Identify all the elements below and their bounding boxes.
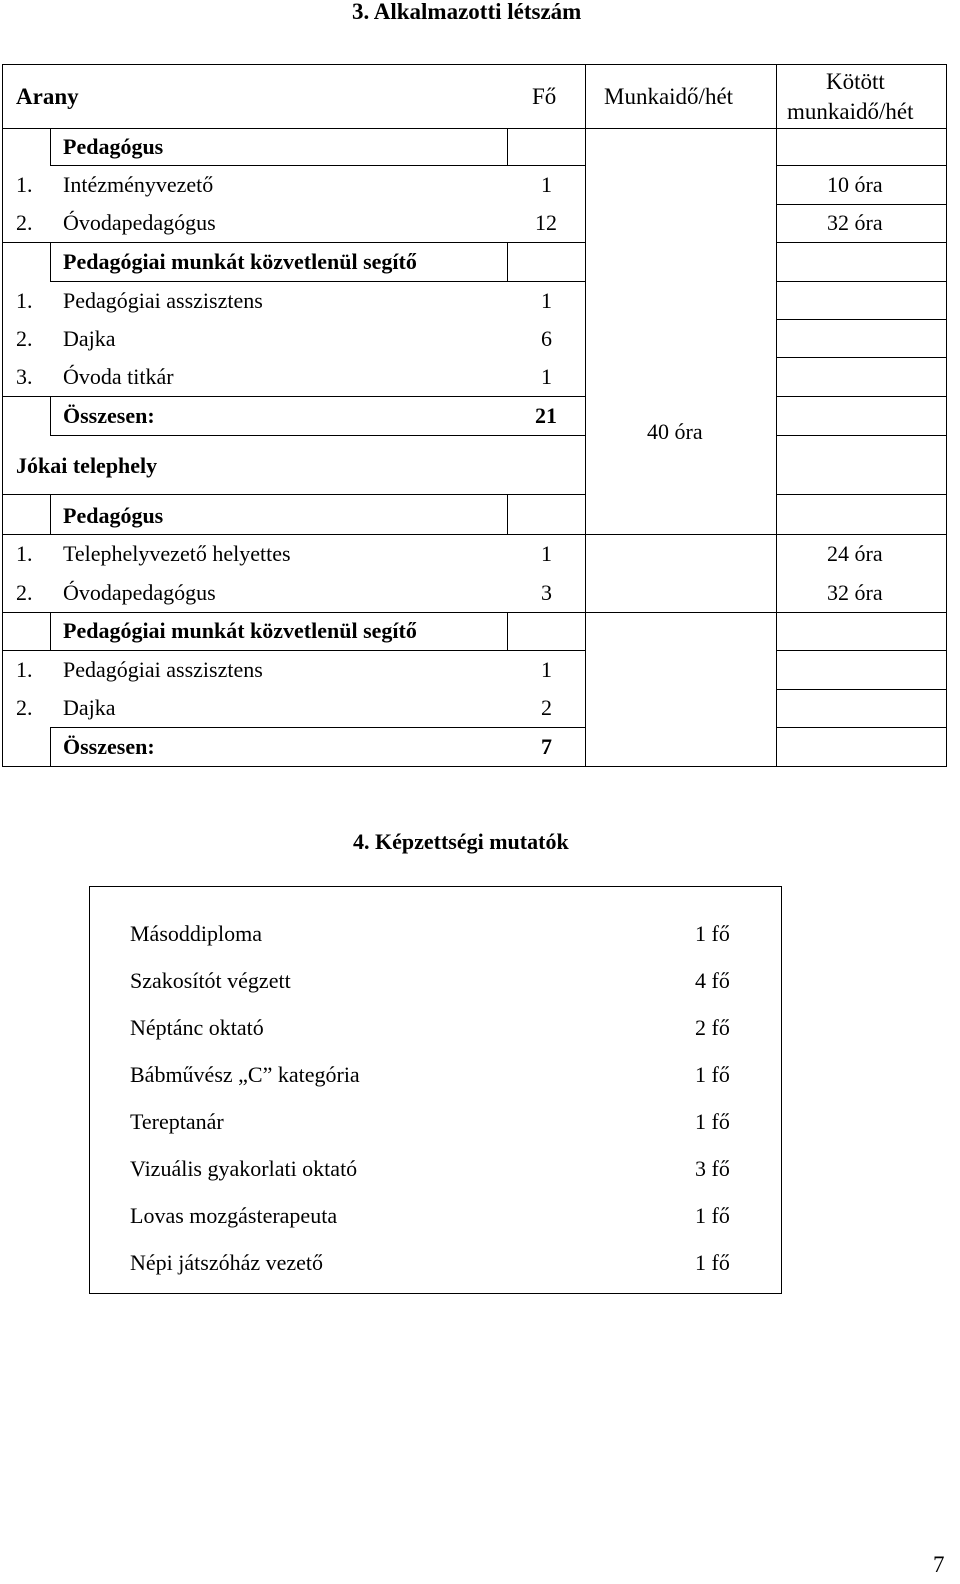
qual-label: Szakosítót végzett xyxy=(130,968,291,993)
row-number: 1. xyxy=(16,288,33,313)
qual-label: Tereptanár xyxy=(130,1109,224,1134)
row-number: 1. xyxy=(16,657,33,682)
row-label: Pedagógiai asszisztens xyxy=(63,657,263,682)
munkaido-value: 40 óra xyxy=(647,419,703,444)
row-fo: 1 xyxy=(541,541,552,566)
qual-value: 1 fő xyxy=(695,1062,730,1087)
page-number: 7 xyxy=(933,1552,945,1577)
row-label: Pedagógus xyxy=(63,503,164,528)
row-label: Pedagógus xyxy=(63,134,164,159)
header-fo: Fő xyxy=(532,84,557,109)
row-label: Intézményvezető xyxy=(63,172,214,197)
row-label: Pedagógiai munkát közvetlenül segítő xyxy=(63,249,417,274)
row-number: 1. xyxy=(16,541,33,566)
header-munkaido: Munkaidő/hét xyxy=(604,84,734,109)
row-fo: 12 xyxy=(535,210,557,235)
table-border-right xyxy=(946,64,947,767)
qual-value: 3 fő xyxy=(695,1156,730,1181)
row-fo: 1 xyxy=(541,364,552,389)
row-number: 3. xyxy=(16,364,33,389)
row-fo: 1 xyxy=(541,657,552,682)
qual-value: 1 fő xyxy=(695,1109,730,1134)
row-number: 2. xyxy=(16,210,33,235)
row-kotott: 32 óra xyxy=(827,210,883,235)
table-border-top xyxy=(2,64,947,65)
row-kotott: 24 óra xyxy=(827,541,883,566)
section-3-title: 3. Alkalmazotti létszám xyxy=(352,0,582,24)
row-label: Összesen: xyxy=(63,403,155,428)
header-kotott-line2: munkaidő/hét xyxy=(787,99,914,124)
qual-label: Vizuális gyakorlati oktató xyxy=(130,1156,358,1181)
row-kotott: 32 óra xyxy=(827,580,883,605)
header-arany: Arany xyxy=(16,84,79,109)
header-kotott-line1: Kötött xyxy=(826,69,885,94)
row-number: 2. xyxy=(16,695,33,720)
qual-value: 1 fő xyxy=(695,1203,730,1228)
qual-label: Másoddiploma xyxy=(130,921,262,946)
qual-border-left xyxy=(89,886,90,1294)
row-fo: 6 xyxy=(541,326,552,351)
row-label: Óvodapedagógus xyxy=(63,210,216,235)
row-number: 2. xyxy=(16,580,33,605)
row-label: Dajka xyxy=(63,326,116,351)
table-border-left xyxy=(2,64,3,767)
qual-border-bottom xyxy=(89,1293,782,1294)
row-fo: 3 xyxy=(541,580,552,605)
qual-value: 2 fő xyxy=(695,1015,730,1040)
row-fo: 2 xyxy=(541,695,552,720)
section-4-title: 4. Képzettségi mutatók xyxy=(353,829,569,854)
qual-value: 1 fő xyxy=(695,1250,730,1275)
row-label: Dajka xyxy=(63,695,116,720)
row-label: Telephelyvezető helyettes xyxy=(63,541,291,566)
row-number: 1. xyxy=(16,172,33,197)
row-fo: 1 xyxy=(541,172,552,197)
row-label: Összesen: xyxy=(63,734,155,759)
row-label: Pedagógiai asszisztens xyxy=(63,288,263,313)
row-label: Óvoda titkár xyxy=(63,364,174,389)
qual-value: 4 fő xyxy=(695,968,730,993)
row-kotott: 10 óra xyxy=(827,172,883,197)
table-border-bottom xyxy=(2,766,947,767)
qual-label: Népi játszóház vezető xyxy=(130,1250,324,1275)
qual-label: Bábművész „C” kategória xyxy=(130,1062,360,1087)
qual-label: Lovas mozgásterapeuta xyxy=(130,1203,338,1228)
qual-border-top xyxy=(89,886,782,887)
row-number: 2. xyxy=(16,326,33,351)
qual-label: Néptánc oktató xyxy=(130,1015,264,1040)
row-label: Jókai telephely xyxy=(16,453,158,478)
qual-border-right xyxy=(781,886,782,1294)
row-label: Óvodapedagógus xyxy=(63,580,216,605)
row-fo: 21 xyxy=(535,403,557,428)
row-fo: 1 xyxy=(541,288,552,313)
row-label: Pedagógiai munkát közvetlenül segítő xyxy=(63,618,417,643)
row-fo: 7 xyxy=(541,734,552,759)
qual-value: 1 fő xyxy=(695,921,730,946)
